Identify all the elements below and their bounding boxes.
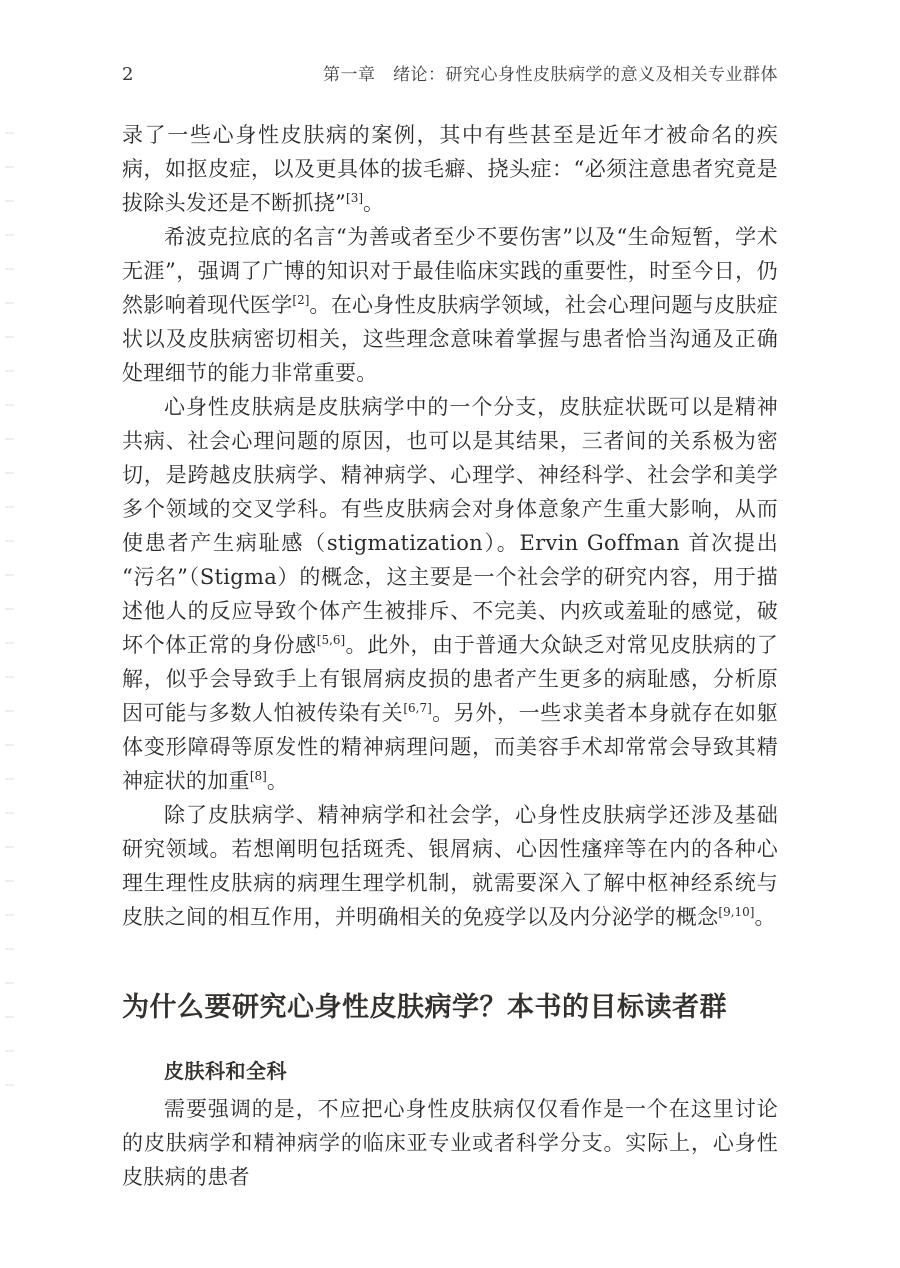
reference-marker: [5,6]: [316, 633, 346, 647]
page-body: [122, 118, 778, 1194]
reference-marker: [3]: [346, 191, 364, 205]
section-heading: 为什么要研究心身性皮肤病学？本书的目标读者群: [122, 992, 727, 1023]
intro-paragraphs: [122, 118, 778, 934]
running-title: 第一章 绪论：研究心身性皮肤病学的意义及相关专业群体: [323, 65, 778, 85]
reference-marker: [6,7]: [403, 701, 432, 715]
scan-artifact: [5, 132, 14, 1092]
page-number: 2: [122, 64, 134, 85]
paragraph: 除了皮肤病学、精神病学和社会学，心身性皮肤病学还涉及基础研究领域。若想阐明包括斑秃、银屑病、心因性瘙痒等在内的各种心理生理性皮肤病的病理生理学机制，就需要深入了解中枢神经系统与皮肤之间的相互作用，并明确相关的免疫学以及内分泌学的概念[9,10]。: [122, 803, 778, 929]
reference-marker: [8]: [249, 769, 267, 783]
reference-marker: [9,10]: [718, 905, 755, 919]
paragraph: 录了一些心身性皮肤病的案例，其中有些甚至是近年才被命名的疾病，如抠皮症，以及更具体的拔毛癖、挠头症：“必须注意患者究竟是拔除头发还是不断抓挠”[3]。: [122, 123, 778, 215]
reference-marker: [2]: [292, 293, 310, 307]
section-paragraphs: [122, 1092, 778, 1194]
subsection-heading: 皮肤科和全科: [164, 1059, 287, 1083]
page-header: [122, 60, 778, 85]
paragraph: 心身性皮肤病是皮肤病学中的一个分支，皮肤症状既可以是精神共病、社会心理问题的原因，也可以是其结果，三者间的关系极为密切，是跨越皮肤病学、精神病学、心理学、神经科学、社会学和美学多个领域的交叉学科。有些皮肤病会对身体意象产生重大影响，从而使患者产生病耻感（stigmatization）。Ervin Goffman 首次提出“污名”（Stigma）的概念，这主要是一个社会学的研究内容，用于描述他人的反应导致个体产生被排斥、不完美、内疚或羞耻的感觉，破坏个体正常的身份感[5,6]。此外，由于普通大众缺乏对常见皮肤病的了解，似乎会导致手上有银屑病皮损的患者产生更多的病耻感，分析原因可能与多数人怕被传染有关[6,7]。另外，一些求美者本身就存在如躯体变形障碍等原发性的精神病理问题，而美容手术却常常会导致其精神症状的加重[8]。: [122, 395, 779, 793]
paragraph: 希波克拉底的名言“为善或者至少不要伤害”以及“生命短暂，学术无涯”，强调了广博的知识对于最佳临床实践的重要性，时至今日，仍然影响着现代医学[2]。在心身性皮肤病学领域，社会心理问题与皮肤症状以及皮肤病密切相关，这些理念意味着掌握与患者恰当沟通及正确处理细节的能力非常重要。: [122, 225, 779, 385]
paragraph: 需要强调的是，不应把心身性皮肤病仅仅看作是一个在这里讨论的皮肤病学和精神病学的临床亚专业或者科学分支。实际上，心身性皮肤病的患者: [122, 1097, 778, 1189]
